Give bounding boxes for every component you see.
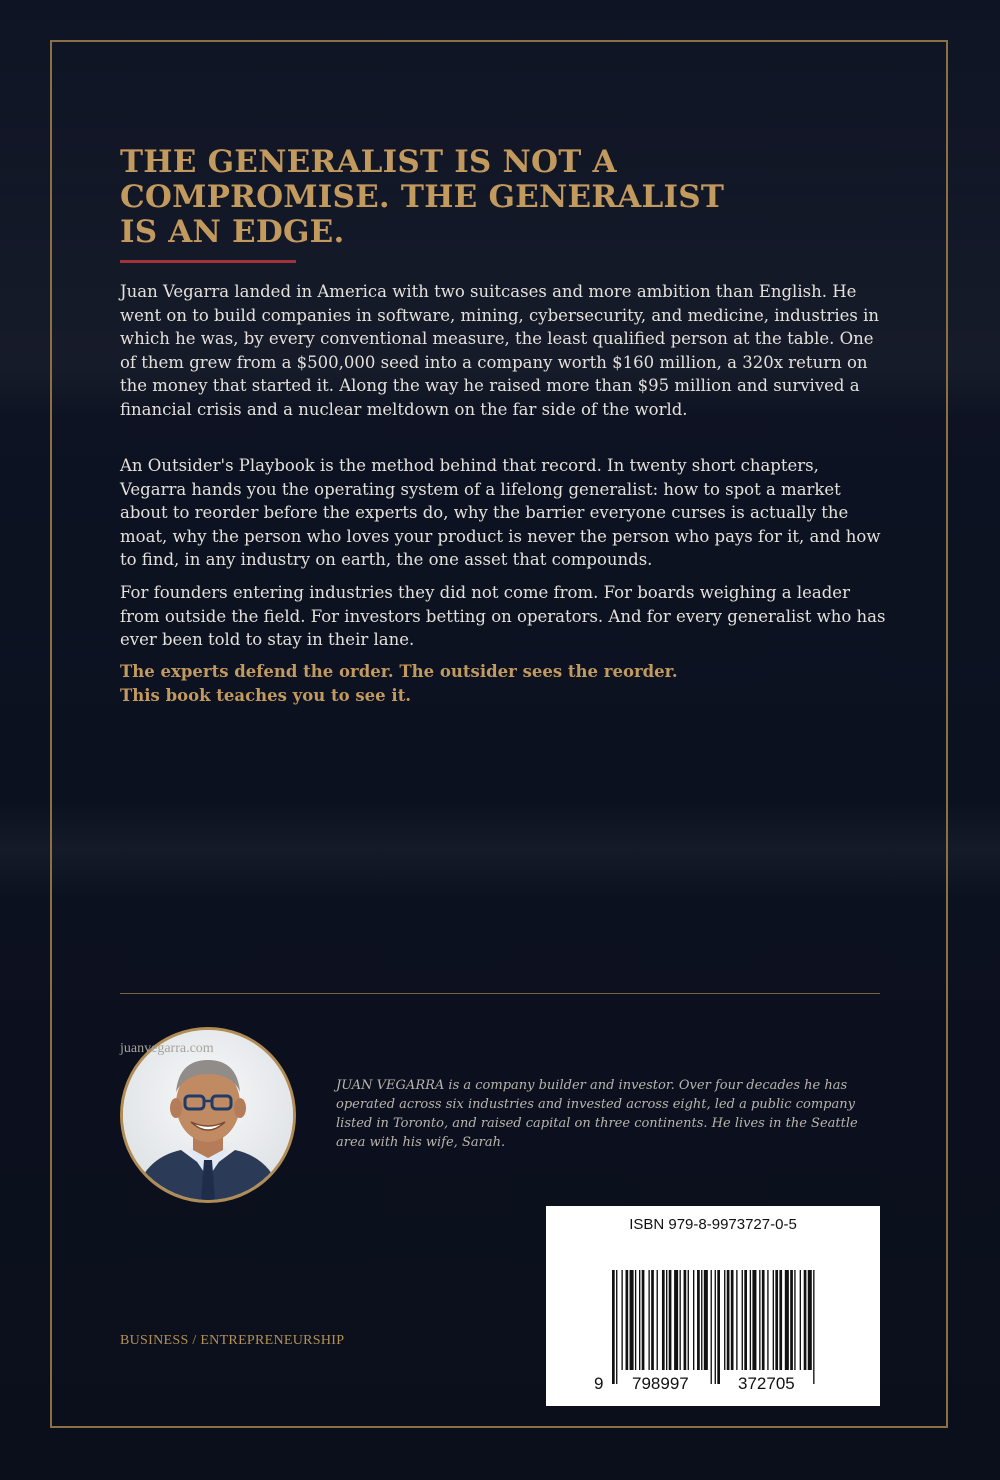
- barcode-first-digit: 9: [594, 1374, 604, 1393]
- barcode-bar: [701, 1270, 702, 1370]
- barcode-bar: [684, 1270, 687, 1370]
- barcode-bar: [704, 1270, 708, 1370]
- barcode-bar: [750, 1270, 751, 1370]
- barcode-bar: [762, 1270, 765, 1370]
- barcode-bar: [813, 1270, 814, 1384]
- barcode-bar: [731, 1270, 734, 1370]
- category-label: BUSINESS / ENTREPRENEURSHIP: [120, 1333, 345, 1348]
- body-paragraph-2: An Outsider's Playbook is the method behind that record. In twenty short chapters, Vegarra hands you the operating system of a lifelong generalist: how to spot a market about to reorder before the experts do, why the barrier everyone curses is actually the moat, why the person who loves your product is never the person who pays for it, and how to find, in any industry on earth, the one asset that compounds.: [120, 456, 881, 569]
- barcode-bar: [693, 1270, 694, 1370]
- barcode-bar: [794, 1270, 795, 1370]
- barcode-bar: [616, 1270, 617, 1384]
- isbn-barcode-box: [546, 1206, 880, 1406]
- barcode-bar: [752, 1270, 756, 1370]
- barcode-bar: [697, 1270, 700, 1370]
- barcode-bar: [680, 1270, 681, 1370]
- headline: THE GENERALIST IS NOT A COMPROMISE. THE GENERALIST IS AN EDGE.: [120, 144, 725, 250]
- barcode-bar: [635, 1270, 636, 1370]
- barcode-bar: [666, 1270, 667, 1370]
- barcode-bar: [724, 1270, 725, 1370]
- barcode-bar: [785, 1270, 789, 1370]
- barcode-bar: [790, 1270, 793, 1370]
- barcode-bar: [759, 1270, 760, 1370]
- headline-underline: [120, 260, 296, 263]
- author-bio: JUAN VEGARRA is a company builder and investor. Over four decades he has operated across six industries and invested across eight, led a public company listed in Toronto, and raised capital on three continents. He lives in the Seattle area with his wife, Sarah.: [336, 1078, 858, 1150]
- barcode-bar: [648, 1270, 649, 1370]
- barcode-left-group: 798997: [632, 1374, 689, 1393]
- barcode-bar: [804, 1270, 807, 1370]
- barcode-bar: [773, 1270, 774, 1370]
- barcode-bar: [711, 1270, 712, 1384]
- barcode-bar: [669, 1270, 672, 1370]
- website-url[interactable]: juanvegarra.com: [120, 1041, 214, 1056]
- barcode-bar: [717, 1270, 720, 1384]
- barcode-bar: [626, 1270, 629, 1370]
- barcode-right-group: 372705: [738, 1374, 795, 1393]
- barcode-bar: [808, 1270, 812, 1370]
- barcode-bar: [742, 1270, 743, 1370]
- tagline: The experts defend the order. The outsider sees the reorder. This book teaches you to see it.: [120, 662, 678, 705]
- barcode-bar: [612, 1270, 615, 1384]
- barcode-bar: [662, 1270, 665, 1370]
- isbn-label: ISBN 979-8-9973727-0-5: [629, 1216, 797, 1233]
- barcode-bar: [639, 1270, 640, 1370]
- body-paragraph-3: For founders entering industries they did not come from. For boards weighing a leader from outside the field. For investors betting on operators. And for every generalist who has ever been told to stay in their lane.: [120, 583, 886, 649]
- barcode-bar: [657, 1270, 658, 1370]
- barcode-bar: [800, 1270, 801, 1370]
- barcode-bar: [651, 1270, 654, 1370]
- barcode-bar: [779, 1270, 782, 1370]
- barcode-bar: [767, 1270, 768, 1370]
- barcode-bar: [727, 1270, 730, 1370]
- barcode-bar: [642, 1270, 645, 1370]
- barcode-bar: [715, 1270, 716, 1384]
- barcode-bar: [630, 1270, 634, 1370]
- barcode-bar: [736, 1270, 737, 1370]
- barcode-bar: [688, 1270, 689, 1370]
- body-paragraph-1: Juan Vegarra landed in America with two suitcases and more ambition than English. He went on to build companies in software, mining, cybersecurity, and medicine, industries in which he was, by every conventional measure, the least qualified person at the table. One of them grew from a $500,000 seed into a company worth $160 million, a 320x return on the money that started it. Along the way he raised more than $95 million and survived a financial crisis and a nuclear meltdown on the far side of the world.: [120, 282, 879, 419]
- barcode-bar: [744, 1270, 747, 1370]
- barcode-bar: [621, 1270, 622, 1370]
- barcode-bar: [775, 1270, 778, 1370]
- barcode-bar: [674, 1270, 678, 1370]
- section-divider: [120, 993, 880, 994]
